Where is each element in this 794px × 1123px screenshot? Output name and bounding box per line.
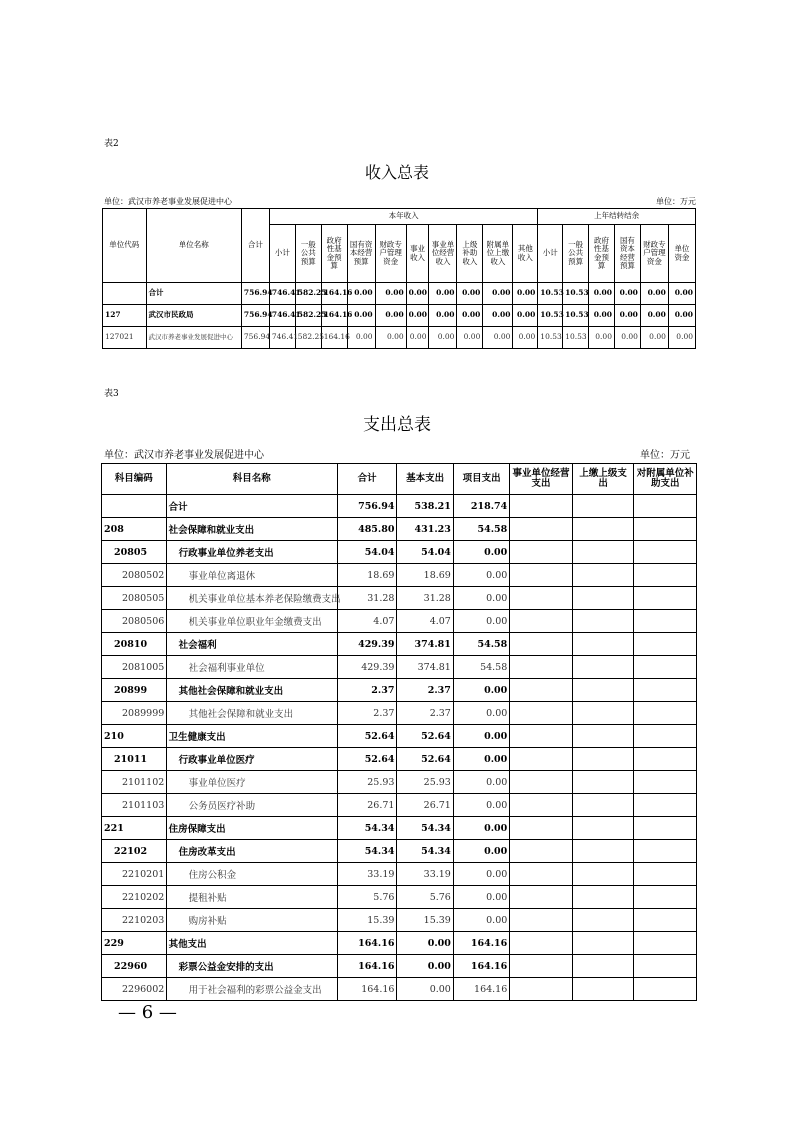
amount-cell: 10.53 <box>538 283 563 305</box>
amount-cell: 756.94 <box>241 305 269 327</box>
basic-amount-cell: 0.00 <box>397 955 453 978</box>
amount-cell: 0.00 <box>457 327 483 349</box>
table-row <box>102 932 697 955</box>
amount-cell: 0.00 <box>429 327 457 349</box>
project-amount-cell: 0.00 <box>453 909 509 932</box>
subject-name-cell: 其他社会保障和就业支出 <box>166 679 337 702</box>
project-amount-cell: 54.58 <box>453 518 509 541</box>
t3-header: 基本支出 <box>397 464 453 495</box>
empty-cell <box>634 909 697 932</box>
t2-header: 小计 <box>538 225 563 283</box>
unit-name-cell: 合计 <box>146 283 241 305</box>
empty-cell <box>572 610 634 633</box>
empty-cell <box>510 748 573 771</box>
amount-cell: 0.00 <box>375 305 406 327</box>
subject-name-cell: 提租补贴 <box>166 886 337 909</box>
table-row <box>102 725 697 748</box>
subject-name-cell: 事业单位离退休 <box>166 564 337 587</box>
table2-unit-left: 单位：武汉市养老事业发展促进中心 <box>104 197 232 206</box>
basic-amount-cell: 374.81 <box>397 633 453 656</box>
t2-group-header: 本年收入 <box>269 209 537 225</box>
table-row <box>102 840 697 863</box>
subject-code-cell: 2080506 <box>102 610 167 633</box>
basic-amount-cell: 25.93 <box>397 771 453 794</box>
amount-cell: 0.00 <box>375 327 406 349</box>
table2-title: 收入总表 <box>364 163 429 182</box>
amount-cell: 0.00 <box>668 305 695 327</box>
total-amount-cell: 164.16 <box>337 978 397 1001</box>
table-row <box>102 771 697 794</box>
amount-cell: 164.16 <box>321 327 347 349</box>
empty-cell <box>572 564 634 587</box>
amount-cell: 10.53 <box>538 327 563 349</box>
empty-cell <box>572 495 634 518</box>
empty-cell <box>510 679 573 702</box>
t2-header: 其他收入 <box>513 225 538 283</box>
subject-name-cell: 事业单位医疗 <box>166 771 337 794</box>
empty-cell <box>572 978 634 1001</box>
subject-code-cell: 2210202 <box>102 886 167 909</box>
subject-code-cell: 2210201 <box>102 863 167 886</box>
t3-header: 对附属单位补助支出 <box>634 464 697 495</box>
t2-header: 小计 <box>269 225 295 283</box>
project-amount-cell: 0.00 <box>453 886 509 909</box>
empty-cell <box>510 610 573 633</box>
empty-cell <box>572 909 634 932</box>
subject-name-cell: 行政事业单位医疗 <box>166 748 337 771</box>
project-amount-cell: 0.00 <box>453 840 509 863</box>
subject-code-cell: 2080502 <box>102 564 167 587</box>
total-amount-cell: 33.19 <box>337 863 397 886</box>
amount-cell: 0.00 <box>589 283 615 305</box>
project-amount-cell: 0.00 <box>453 863 509 886</box>
subject-name-cell: 社会保障和就业支出 <box>166 518 337 541</box>
subject-code-cell: 20805 <box>102 541 167 564</box>
amount-cell: 0.00 <box>614 327 640 349</box>
empty-cell <box>634 564 697 587</box>
subject-name-cell: 住房公积金 <box>166 863 337 886</box>
amount-cell: 164.16 <box>321 283 347 305</box>
empty-cell <box>510 564 573 587</box>
subject-code-cell: 221 <box>102 817 167 840</box>
basic-amount-cell: 0.00 <box>397 978 453 1001</box>
t2-header: 事业单位经营收入 <box>429 225 457 283</box>
empty-cell <box>634 978 697 1001</box>
project-amount-cell: 0.00 <box>453 679 509 702</box>
amount-cell: 10.53 <box>563 305 589 327</box>
t2-header: 单位名称 <box>146 209 241 283</box>
empty-cell <box>634 725 697 748</box>
amount-cell: 746.41 <box>269 327 295 349</box>
amount-cell: 0.00 <box>347 327 375 349</box>
amount-cell: 756.94 <box>241 327 269 349</box>
amount-cell: 582.25 <box>295 305 321 327</box>
empty-cell <box>510 794 573 817</box>
total-amount-cell: 52.64 <box>337 725 397 748</box>
t2-header: 单位资金 <box>668 225 695 283</box>
subject-name-cell: 购房补贴 <box>166 909 337 932</box>
subject-code-cell: 20810 <box>102 633 167 656</box>
total-amount-cell: 4.07 <box>337 610 397 633</box>
empty-cell <box>634 495 697 518</box>
t3-header: 科目名称 <box>166 464 337 495</box>
t2-header: 上级补助收入 <box>457 225 483 283</box>
total-amount-cell: 2.37 <box>337 702 397 725</box>
empty-cell <box>572 518 634 541</box>
empty-cell <box>510 587 573 610</box>
t2-header: 政府性基金预算 <box>589 225 615 283</box>
table-row <box>103 305 696 327</box>
total-amount-cell: 52.64 <box>337 748 397 771</box>
project-amount-cell: 0.00 <box>453 610 509 633</box>
empty-cell <box>572 702 634 725</box>
empty-cell <box>572 794 634 817</box>
project-amount-cell: 0.00 <box>453 771 509 794</box>
empty-cell <box>572 863 634 886</box>
table-row <box>103 327 696 349</box>
project-amount-cell: 54.58 <box>453 656 509 679</box>
empty-cell <box>510 656 573 679</box>
t3-header: 项目支出 <box>453 464 509 495</box>
project-amount-cell: 164.16 <box>453 978 509 1001</box>
empty-cell <box>634 794 697 817</box>
total-amount-cell: 756.94 <box>337 495 397 518</box>
t2-header: 政府性基金预算 <box>321 225 347 283</box>
basic-amount-cell: 5.76 <box>397 886 453 909</box>
empty-cell <box>634 587 697 610</box>
empty-cell <box>510 702 573 725</box>
amount-cell: 746.41 <box>269 283 295 305</box>
amount-cell: 0.00 <box>668 283 695 305</box>
empty-cell <box>634 679 697 702</box>
t2-header: 事业收入 <box>406 225 429 283</box>
basic-amount-cell: 538.21 <box>397 495 453 518</box>
subject-name-cell: 彩票公益金安排的支出 <box>166 955 337 978</box>
amount-cell: 164.16 <box>321 305 347 327</box>
t3-header: 科目编码 <box>102 464 167 495</box>
empty-cell <box>510 495 573 518</box>
total-amount-cell: 54.34 <box>337 840 397 863</box>
subject-code-cell: 22102 <box>102 840 167 863</box>
amount-cell: 0.00 <box>614 283 640 305</box>
t3-header: 事业单位经营支出 <box>510 464 573 495</box>
empty-cell <box>572 633 634 656</box>
empty-cell <box>572 748 634 771</box>
table-row <box>102 748 697 771</box>
amount-cell: 0.00 <box>668 327 695 349</box>
table-row <box>102 587 697 610</box>
subject-name-cell: 其他支出 <box>166 932 337 955</box>
amount-cell: 0.00 <box>347 283 375 305</box>
empty-cell <box>510 633 573 656</box>
empty-cell <box>634 518 697 541</box>
subject-name-cell: 社会福利事业单位 <box>166 656 337 679</box>
t2-header: 合计 <box>241 209 269 283</box>
project-amount-cell: 164.16 <box>453 955 509 978</box>
t3-header: 合计 <box>337 464 397 495</box>
subject-name-cell: 合计 <box>166 495 337 518</box>
subject-code-cell: 22960 <box>102 955 167 978</box>
subject-code-cell: 2210203 <box>102 909 167 932</box>
empty-cell <box>510 771 573 794</box>
subject-name-cell: 社会福利 <box>166 633 337 656</box>
empty-cell <box>510 978 573 1001</box>
subject-name-cell: 住房保障支出 <box>166 817 337 840</box>
t2-group-header: 上年结转结余 <box>538 209 696 225</box>
amount-cell: 0.00 <box>483 283 513 305</box>
t2-header: 附属单位上缴收入 <box>483 225 513 283</box>
subject-name-cell: 机关事业单位基本养老保险缴费支出 <box>166 587 337 610</box>
empty-cell <box>572 587 634 610</box>
amount-cell: 0.00 <box>429 305 457 327</box>
total-amount-cell: 18.69 <box>337 564 397 587</box>
subject-name-cell: 公务员医疗补助 <box>166 794 337 817</box>
total-amount-cell: 54.34 <box>337 817 397 840</box>
subject-name-cell: 行政事业单位养老支出 <box>166 541 337 564</box>
table2-unit-right: 单位：万元 <box>656 197 696 206</box>
unit-name-cell: 武汉市养老事业发展促进中心 <box>146 327 241 349</box>
empty-cell <box>510 886 573 909</box>
subject-code-cell: 2296002 <box>102 978 167 1001</box>
amount-cell: 0.00 <box>347 305 375 327</box>
amount-cell: 0.00 <box>406 305 429 327</box>
empty-cell <box>572 656 634 679</box>
total-amount-cell: 2.37 <box>337 679 397 702</box>
unit-code-cell <box>103 283 147 305</box>
empty-cell <box>634 771 697 794</box>
amount-cell: 10.53 <box>563 283 589 305</box>
table-row <box>102 495 697 518</box>
table-row <box>103 283 696 305</box>
empty-cell <box>510 725 573 748</box>
empty-cell <box>634 748 697 771</box>
table-row <box>102 564 697 587</box>
basic-amount-cell: 52.64 <box>397 748 453 771</box>
project-amount-cell: 0.00 <box>453 794 509 817</box>
total-amount-cell: 25.93 <box>337 771 397 794</box>
table-row <box>102 518 697 541</box>
subject-name-cell: 卫生健康支出 <box>166 725 337 748</box>
empty-cell <box>510 817 573 840</box>
basic-amount-cell: 0.00 <box>397 932 453 955</box>
empty-cell <box>572 932 634 955</box>
empty-cell <box>572 817 634 840</box>
basic-amount-cell: 31.28 <box>397 587 453 610</box>
empty-cell <box>634 656 697 679</box>
table-row <box>102 955 697 978</box>
total-amount-cell: 54.04 <box>337 541 397 564</box>
empty-cell <box>634 541 697 564</box>
table2-tag: 表2 <box>104 139 119 149</box>
total-amount-cell: 5.76 <box>337 886 397 909</box>
amount-cell: 0.00 <box>589 305 615 327</box>
amount-cell: 0.00 <box>513 327 538 349</box>
total-amount-cell: 485.80 <box>337 518 397 541</box>
unit-code-cell: 127 <box>103 305 147 327</box>
amount-cell: 0.00 <box>589 327 615 349</box>
amount-cell: 0.00 <box>640 305 668 327</box>
table-row <box>102 794 697 817</box>
subject-code-cell: 2080505 <box>102 587 167 610</box>
basic-amount-cell: 54.34 <box>397 817 453 840</box>
empty-cell <box>634 633 697 656</box>
empty-cell <box>510 955 573 978</box>
total-amount-cell: 31.28 <box>337 587 397 610</box>
t3-header: 上缴上级支出 <box>572 464 634 495</box>
subject-code-cell: 21011 <box>102 748 167 771</box>
t2-header: 国有资本经营预算 <box>347 225 375 283</box>
total-amount-cell: 15.39 <box>337 909 397 932</box>
amount-cell: 0.00 <box>406 327 429 349</box>
subject-code-cell: 2081005 <box>102 656 167 679</box>
amount-cell: 0.00 <box>406 283 429 305</box>
table3-title: 支出总表 <box>363 415 431 435</box>
empty-cell <box>510 840 573 863</box>
project-amount-cell: 0.00 <box>453 702 509 725</box>
subject-code-cell <box>102 495 167 518</box>
project-amount-cell: 0.00 <box>453 748 509 771</box>
project-amount-cell: 0.00 <box>453 725 509 748</box>
amount-cell: 0.00 <box>614 305 640 327</box>
table-row <box>102 817 697 840</box>
subject-name-cell: 用于社会福利的彩票公益金支出 <box>166 978 337 1001</box>
empty-cell <box>634 863 697 886</box>
project-amount-cell: 0.00 <box>453 541 509 564</box>
table-row <box>102 633 697 656</box>
unit-code-cell: 127021 <box>103 327 147 349</box>
subject-name-cell: 其他社会保障和就业支出 <box>166 702 337 725</box>
basic-amount-cell: 33.19 <box>397 863 453 886</box>
subject-code-cell: 2101102 <box>102 771 167 794</box>
empty-cell <box>510 909 573 932</box>
t2-header: 财政专户管理资金 <box>640 225 668 283</box>
amount-cell: 0.00 <box>640 283 668 305</box>
amount-cell: 0.00 <box>640 327 668 349</box>
basic-amount-cell: 374.81 <box>397 656 453 679</box>
subject-code-cell: 2101103 <box>102 794 167 817</box>
t2-header: 国有资本经营预算 <box>614 225 640 283</box>
empty-cell <box>572 541 634 564</box>
amount-cell: 0.00 <box>483 305 513 327</box>
basic-amount-cell: 54.04 <box>397 541 453 564</box>
unit-name-cell: 武汉市民政局 <box>146 305 241 327</box>
project-amount-cell: 0.00 <box>453 817 509 840</box>
table-row <box>102 610 697 633</box>
empty-cell <box>572 840 634 863</box>
t2-header: 一般公共预算 <box>295 225 321 283</box>
table3-unit-right: 单位：万元 <box>640 450 690 461</box>
table-row <box>102 863 697 886</box>
amount-cell: 746.41 <box>269 305 295 327</box>
empty-cell <box>510 541 573 564</box>
amount-cell: 582.25 <box>295 327 321 349</box>
basic-amount-cell: 54.34 <box>397 840 453 863</box>
amount-cell: 0.00 <box>513 283 538 305</box>
project-amount-cell: 218.74 <box>453 495 509 518</box>
amount-cell: 10.53 <box>563 327 589 349</box>
empty-cell <box>634 955 697 978</box>
project-amount-cell: 0.00 <box>453 564 509 587</box>
subject-code-cell: 210 <box>102 725 167 748</box>
total-amount-cell: 429.39 <box>337 633 397 656</box>
subject-code-cell: 229 <box>102 932 167 955</box>
empty-cell <box>634 610 697 633</box>
table-row <box>102 909 697 932</box>
table3-tag: 表3 <box>104 389 119 399</box>
expenditure-summary-table <box>101 463 697 1001</box>
table-row <box>102 656 697 679</box>
amount-cell: 0.00 <box>457 283 483 305</box>
empty-cell <box>572 955 634 978</box>
empty-cell <box>634 886 697 909</box>
subject-code-cell: 208 <box>102 518 167 541</box>
empty-cell <box>634 702 697 725</box>
page-number: — 6 — <box>118 1002 177 1023</box>
empty-cell <box>634 932 697 955</box>
subject-name-cell: 机关事业单位职业年金缴费支出 <box>166 610 337 633</box>
amount-cell: 10.53 <box>538 305 563 327</box>
empty-cell <box>510 863 573 886</box>
t2-header: 单位代码 <box>103 209 147 283</box>
basic-amount-cell: 18.69 <box>397 564 453 587</box>
t2-header: 财政专户管理资金 <box>375 225 406 283</box>
amount-cell: 0.00 <box>429 283 457 305</box>
subject-name-cell: 住房改革支出 <box>166 840 337 863</box>
amount-cell: 0.00 <box>513 305 538 327</box>
empty-cell <box>634 817 697 840</box>
empty-cell <box>510 932 573 955</box>
amount-cell: 0.00 <box>483 327 513 349</box>
basic-amount-cell: 52.64 <box>397 725 453 748</box>
table-row <box>102 978 697 1001</box>
project-amount-cell: 164.16 <box>453 932 509 955</box>
project-amount-cell: 0.00 <box>453 587 509 610</box>
empty-cell <box>572 725 634 748</box>
amount-cell: 582.25 <box>295 283 321 305</box>
t2-header: 一般公共预算 <box>563 225 589 283</box>
income-summary-table <box>102 208 696 349</box>
total-amount-cell: 26.71 <box>337 794 397 817</box>
table-row <box>102 886 697 909</box>
amount-cell: 0.00 <box>457 305 483 327</box>
amount-cell: 756.94 <box>241 283 269 305</box>
total-amount-cell: 429.39 <box>337 656 397 679</box>
subject-code-cell: 20899 <box>102 679 167 702</box>
empty-cell <box>634 840 697 863</box>
empty-cell <box>572 886 634 909</box>
empty-cell <box>510 518 573 541</box>
table-row <box>102 679 697 702</box>
empty-cell <box>572 679 634 702</box>
table3-unit-left: 单位：武汉市养老事业发展促进中心 <box>104 450 264 461</box>
table-row <box>102 702 697 725</box>
amount-cell: 0.00 <box>375 283 406 305</box>
total-amount-cell: 164.16 <box>337 932 397 955</box>
subject-code-cell: 2089999 <box>102 702 167 725</box>
total-amount-cell: 164.16 <box>337 955 397 978</box>
project-amount-cell: 54.58 <box>453 633 509 656</box>
basic-amount-cell: 431.23 <box>397 518 453 541</box>
table-row <box>102 541 697 564</box>
basic-amount-cell: 2.37 <box>397 702 453 725</box>
basic-amount-cell: 26.71 <box>397 794 453 817</box>
basic-amount-cell: 15.39 <box>397 909 453 932</box>
basic-amount-cell: 2.37 <box>397 679 453 702</box>
basic-amount-cell: 4.07 <box>397 610 453 633</box>
empty-cell <box>572 771 634 794</box>
